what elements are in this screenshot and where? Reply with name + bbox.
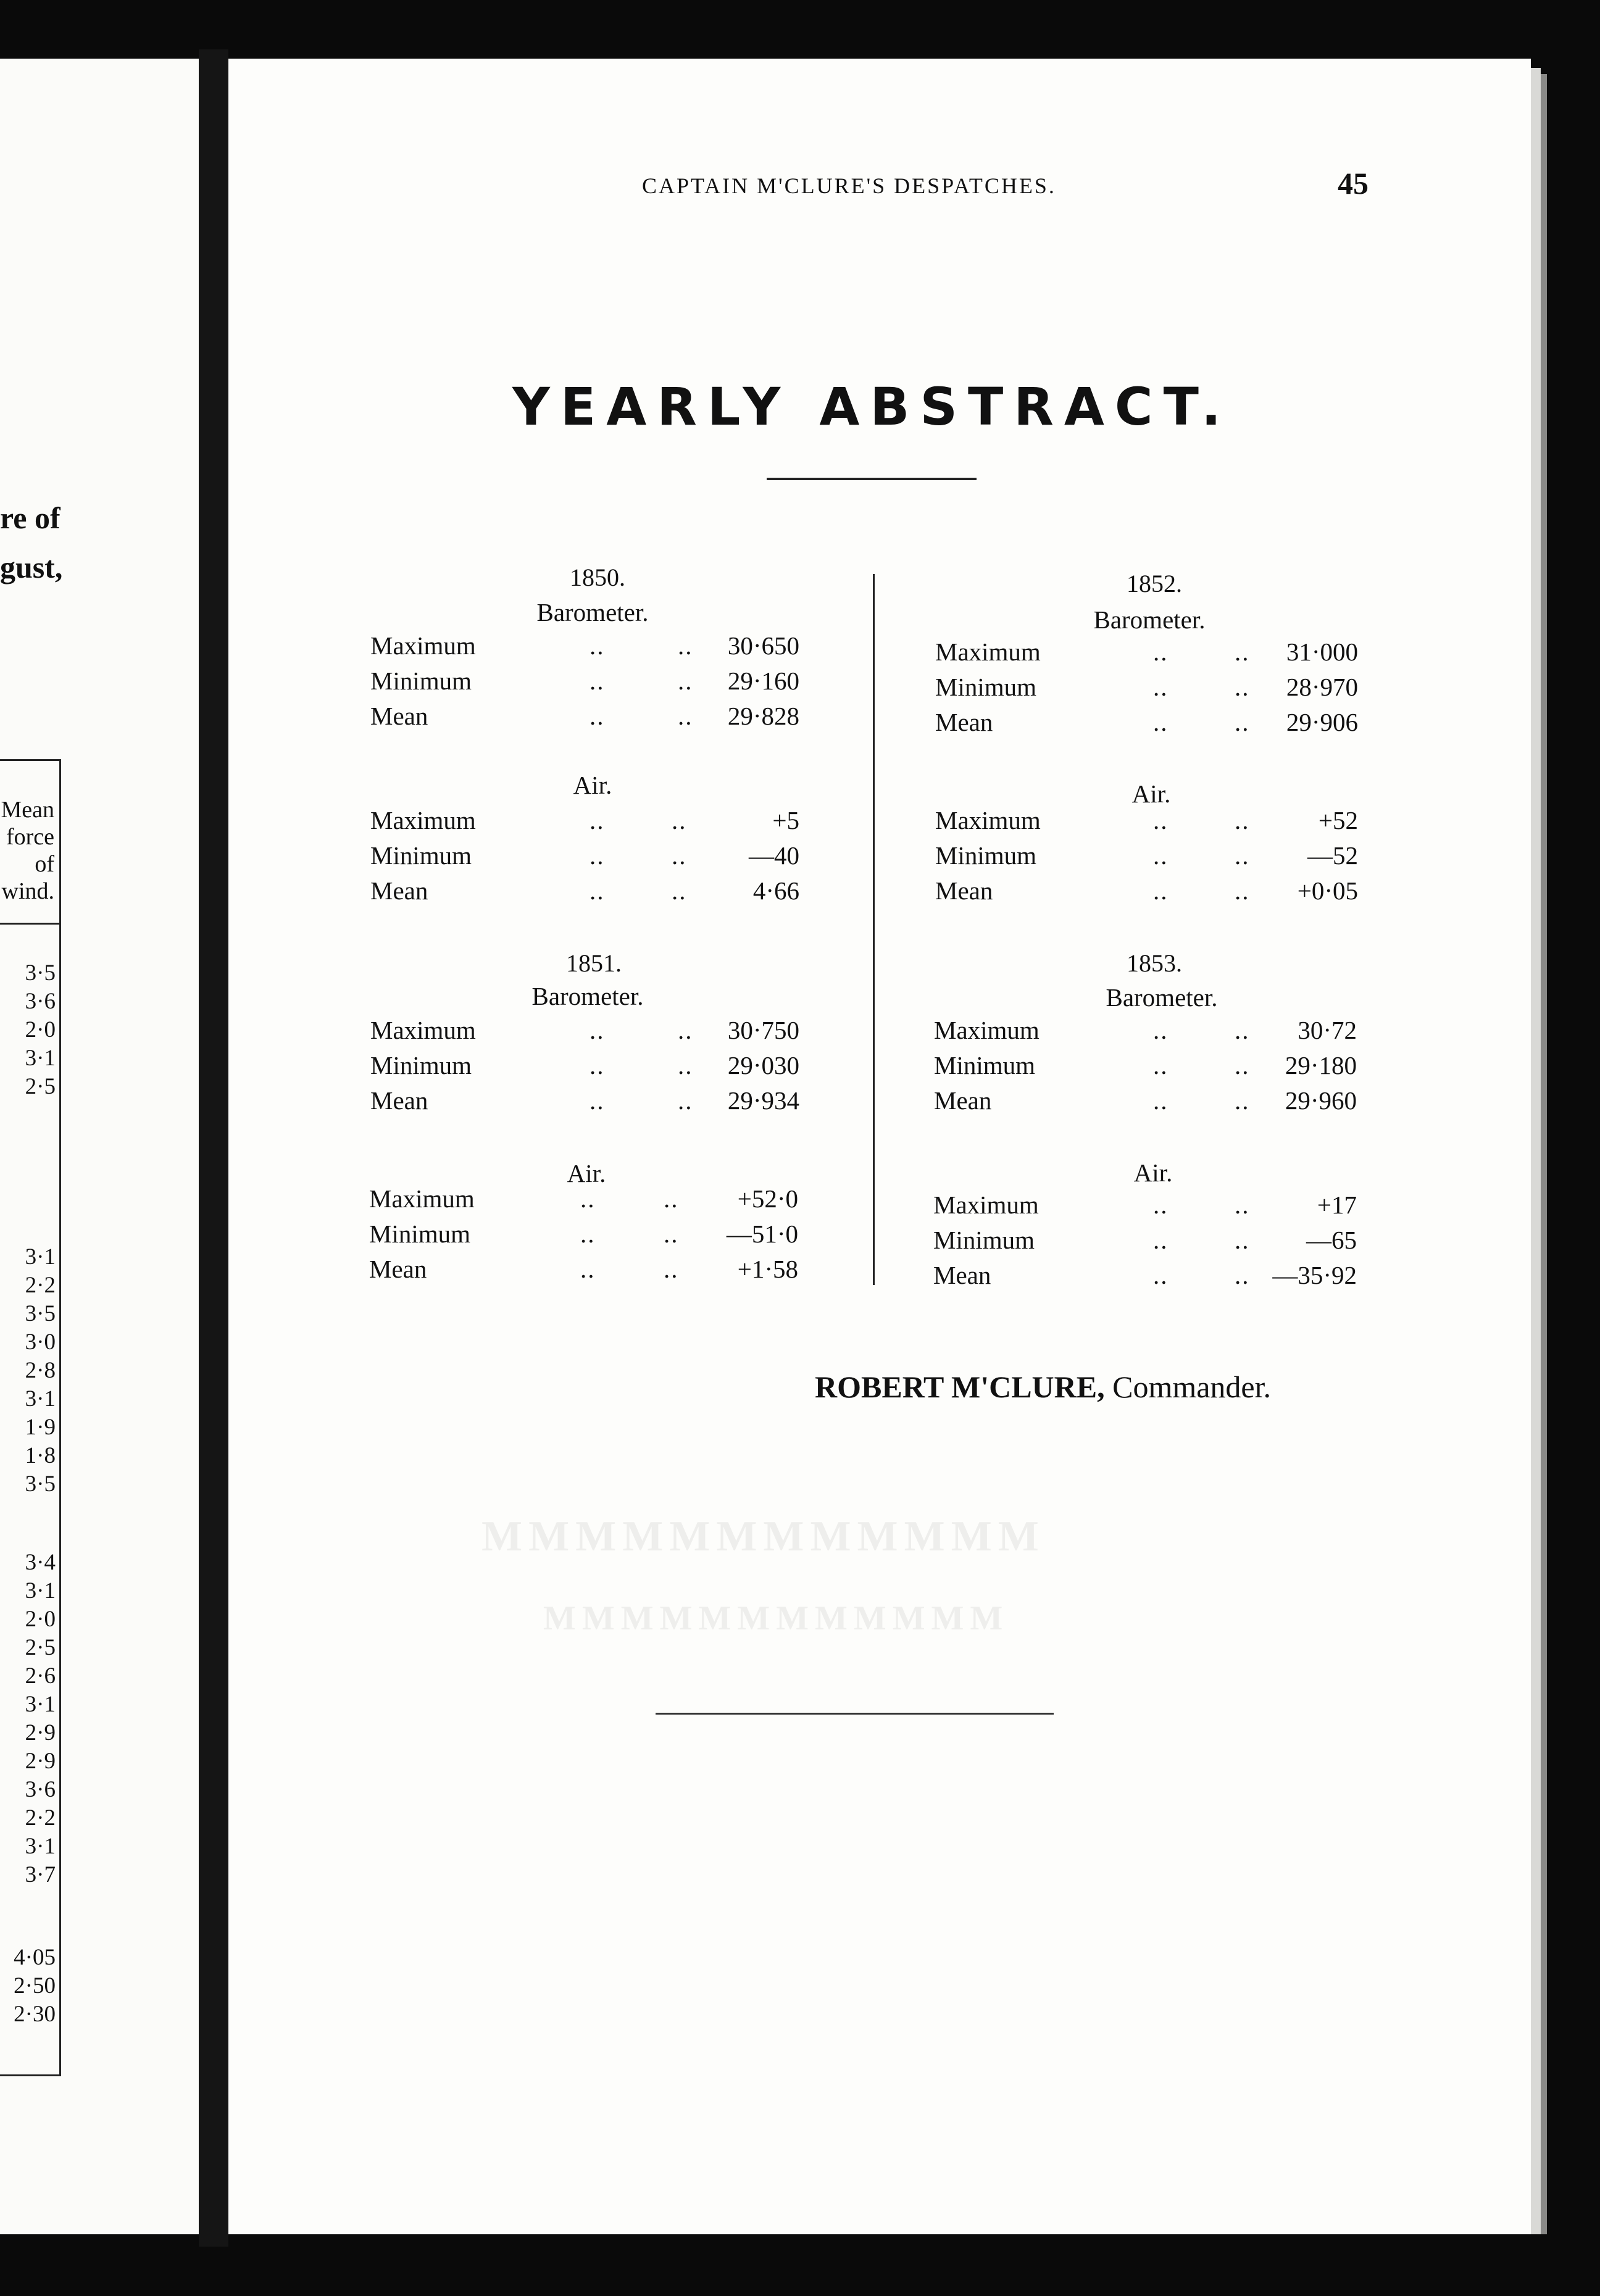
left-page-value: 2·6	[25, 1663, 56, 1689]
left-page-text-line: gust,	[0, 550, 63, 584]
left-page-value: 3·6	[25, 1777, 56, 1802]
leader-dots: ..	[1153, 1051, 1169, 1079]
left-page-value: 2·0	[25, 1017, 56, 1042]
left-page-value: 3·1	[25, 1046, 56, 1071]
leader-dots: ..	[672, 841, 687, 870]
leader-dots: ..	[678, 1016, 693, 1044]
left-page-value: 3·1	[25, 1834, 56, 1859]
table-row	[933, 1260, 1357, 1295]
left-page-header-rule	[0, 923, 59, 925]
row-value: +52	[1318, 806, 1358, 834]
page-edge-shadow	[1541, 74, 1547, 2234]
left-page-value: 2·50	[14, 1973, 56, 1999]
leader-dots: ..	[1235, 806, 1250, 834]
leader-dots: ..	[1235, 876, 1250, 905]
leader-dots: ..	[590, 702, 605, 730]
leader-dots: ..	[1153, 1226, 1169, 1254]
leader-dots: ..	[1235, 1191, 1250, 1219]
leader-dots: ..	[1235, 673, 1250, 701]
table-row	[933, 1225, 1357, 1260]
table-row	[935, 876, 1358, 910]
row-value: —40	[749, 841, 799, 870]
leader-dots: ..	[1235, 1051, 1250, 1079]
left-page-value: 3·5	[25, 1471, 56, 1497]
leader-dots: ..	[678, 667, 693, 695]
table-row	[370, 1050, 799, 1085]
barometer-heading-1852: Barometer.	[1093, 605, 1206, 634]
row-value: 4·66	[752, 876, 799, 905]
row-value: +17	[1317, 1191, 1357, 1219]
air-heading-1852: Air.	[1131, 780, 1171, 808]
leader-dots: ..	[1153, 638, 1169, 666]
leader-dots: ..	[1153, 876, 1169, 905]
left-page-value: 2·5	[25, 1074, 56, 1099]
table-row	[369, 1184, 798, 1218]
bleed-through-text: MMMMMMMMMMMM	[481, 1513, 1045, 1560]
leader-dots: ..	[590, 1016, 605, 1044]
leader-dots: ..	[1153, 1191, 1169, 1219]
year-heading-1850: 1850.	[570, 564, 625, 591]
left-page-value: 2·8	[25, 1358, 56, 1383]
year-heading-1853: 1853.	[1127, 949, 1182, 977]
table-row	[933, 1190, 1357, 1225]
barometer-heading-1853: Barometer.	[1106, 983, 1218, 1012]
row-label: Mean	[369, 1255, 427, 1283]
leader-dots: ..	[590, 667, 605, 695]
row-value: +5	[772, 806, 799, 834]
row-value: 30·650	[727, 631, 799, 660]
signature	[815, 1369, 1271, 1405]
title-rule	[767, 478, 977, 480]
leader-dots: ..	[590, 1051, 605, 1079]
row-value: 30·72	[1298, 1016, 1357, 1044]
row-value: +52·0	[737, 1184, 798, 1213]
leader-dots: ..	[1235, 1086, 1250, 1115]
row-label: Maximum	[934, 1016, 1040, 1044]
leader-dots: ..	[1235, 638, 1250, 666]
row-value: —51·0	[726, 1220, 798, 1248]
leader-dots: ..	[1153, 1086, 1169, 1115]
left-page-text-line: re of	[0, 501, 60, 535]
year-heading-1852: 1852.	[1127, 570, 1182, 597]
table-row	[935, 672, 1358, 707]
table-row	[934, 1086, 1357, 1120]
leader-dots: ..	[1235, 1226, 1250, 1254]
leader-dots: ..	[678, 1051, 693, 1079]
row-value: —35·92	[1272, 1261, 1357, 1289]
leader-dots: ..	[678, 631, 693, 660]
leader-dots: ..	[1153, 841, 1169, 870]
leader-dots: ..	[664, 1255, 679, 1283]
row-value: —52	[1307, 841, 1358, 870]
left-page-value: 3·1	[25, 1386, 56, 1412]
row-value: 29·960	[1285, 1086, 1357, 1115]
table-row	[934, 1050, 1357, 1085]
row-value: 31·000	[1286, 638, 1358, 666]
row-value: 29·160	[727, 667, 799, 695]
leader-dots: ..	[590, 806, 605, 834]
row-label: Minimum	[370, 1051, 472, 1079]
row-value: 29·906	[1286, 708, 1358, 736]
left-page-value: 3·5	[25, 1301, 56, 1326]
row-label: Maximum	[935, 638, 1041, 666]
left-page-value: 3·4	[25, 1550, 56, 1575]
row-label: Mean	[934, 1086, 992, 1115]
row-value: 30·750	[727, 1016, 799, 1044]
row-label: Maximum	[370, 1016, 476, 1044]
row-label: Minimum	[933, 1226, 1035, 1254]
barometer-heading-1850: Barometer.	[536, 598, 649, 626]
leader-dots: ..	[1153, 673, 1169, 701]
table-row	[370, 876, 799, 910]
air-heading-1851: Air.	[567, 1159, 606, 1188]
left-facing-page	[0, 59, 199, 2234]
leader-dots: ..	[1235, 708, 1250, 736]
row-label: Maximum	[370, 806, 476, 834]
leader-dots: ..	[580, 1255, 596, 1283]
leader-dots: ..	[590, 1086, 605, 1115]
leader-dots: ..	[1153, 708, 1169, 736]
row-label: Maximum	[935, 806, 1041, 834]
left-page-value: 3·0	[25, 1329, 56, 1355]
left-page-value: 3·1	[25, 1692, 56, 1717]
row-label: Mean	[370, 1086, 428, 1115]
leader-dots: ..	[664, 1184, 679, 1213]
page-title: YEARLY ABSTRACT.	[512, 376, 1232, 437]
table-row	[935, 637, 1358, 672]
table-row	[370, 1086, 799, 1120]
leader-dots: ..	[672, 806, 687, 834]
running-head: CAPTAIN M'CLURE'S DESPATCHES.	[642, 173, 1056, 198]
leader-dots: ..	[1153, 806, 1169, 834]
row-label: Minimum	[369, 1220, 471, 1248]
row-label: Mean	[370, 876, 428, 905]
left-page-value: 3·5	[25, 960, 56, 986]
left-page-table-header: Mean force of wind.	[1, 797, 54, 904]
year-heading-1851: 1851.	[566, 949, 622, 977]
bleed-through-text: MMMMMMMMMMMM	[543, 1599, 1009, 1637]
left-page-value: 2·5	[25, 1635, 56, 1660]
row-label: Maximum	[369, 1184, 475, 1213]
row-label: Mean	[935, 708, 993, 736]
table-row	[370, 841, 799, 875]
table-row	[370, 631, 799, 665]
leader-dots: ..	[678, 702, 693, 730]
book-spine	[199, 49, 228, 2247]
left-page-value: 2·0	[25, 1607, 56, 1632]
row-label: Minimum	[935, 673, 1037, 701]
left-page-value: 4·05	[14, 1945, 56, 1970]
row-value: 29·828	[727, 702, 799, 730]
table-row	[370, 701, 799, 736]
air-heading-1853: Air.	[1133, 1158, 1173, 1187]
leader-dots: ..	[580, 1220, 596, 1248]
column-divider	[873, 574, 875, 1285]
left-page-value: 3·1	[25, 1244, 56, 1270]
left-page-value: 3·7	[25, 1862, 56, 1887]
leader-dots: ..	[664, 1220, 679, 1248]
row-label: Mean	[370, 702, 428, 730]
leader-dots: ..	[590, 876, 605, 905]
leader-dots: ..	[1235, 1016, 1250, 1044]
left-page-value: 2·9	[25, 1749, 56, 1774]
table-row	[369, 1254, 798, 1289]
signature-rank: Commander.	[1112, 1370, 1272, 1404]
left-page-value: 2·30	[14, 2002, 56, 2027]
row-label: Maximum	[933, 1191, 1039, 1219]
leader-dots: ..	[1153, 1016, 1169, 1044]
table-row	[934, 1015, 1357, 1050]
row-label: Minimum	[370, 667, 472, 695]
left-page-value: 2·2	[25, 1273, 56, 1298]
table-row	[370, 666, 799, 701]
page-number: 45	[1338, 166, 1369, 201]
left-page-value: 3·6	[25, 989, 56, 1014]
row-label: Minimum	[934, 1051, 1036, 1079]
page-edge	[1531, 68, 1541, 2234]
leader-dots: ..	[1235, 1261, 1250, 1289]
left-page-value: 2·2	[25, 1805, 56, 1831]
table-row	[935, 805, 1358, 840]
signature-name: ROBERT M'CLURE,	[815, 1370, 1105, 1404]
left-page-value: 3·1	[25, 1578, 56, 1603]
leader-dots: ..	[1235, 841, 1250, 870]
row-value: —65	[1306, 1226, 1357, 1254]
table-row	[370, 805, 799, 840]
row-value: +1·58	[737, 1255, 798, 1283]
row-value: 29·934	[727, 1086, 799, 1115]
left-page-value: 2·9	[25, 1720, 56, 1745]
leader-dots: ..	[672, 876, 687, 905]
row-label: Mean	[935, 876, 993, 905]
row-value: 29·030	[727, 1051, 799, 1079]
row-label: Maximum	[370, 631, 476, 660]
bottom-rule	[656, 1713, 1054, 1715]
row-value: +0·05	[1297, 876, 1358, 905]
leader-dots: ..	[580, 1184, 596, 1213]
air-heading-1850: Air.	[573, 771, 612, 799]
row-value: 29·180	[1285, 1051, 1357, 1079]
barometer-heading-1851: Barometer.	[531, 982, 644, 1010]
left-page-value: 1·9	[25, 1415, 56, 1440]
table-row	[369, 1219, 798, 1254]
leader-dots: ..	[590, 631, 605, 660]
table-row	[370, 1015, 799, 1050]
leader-dots: ..	[590, 841, 605, 870]
leader-dots: ..	[678, 1086, 693, 1115]
row-label: Minimum	[935, 841, 1037, 870]
leader-dots: ..	[1153, 1261, 1169, 1289]
row-label: Mean	[933, 1261, 991, 1289]
table-row	[935, 841, 1358, 875]
table-row	[935, 707, 1358, 742]
row-value: 28·970	[1286, 673, 1358, 701]
row-label: Minimum	[370, 841, 472, 870]
left-page-value: 1·8	[25, 1443, 56, 1468]
